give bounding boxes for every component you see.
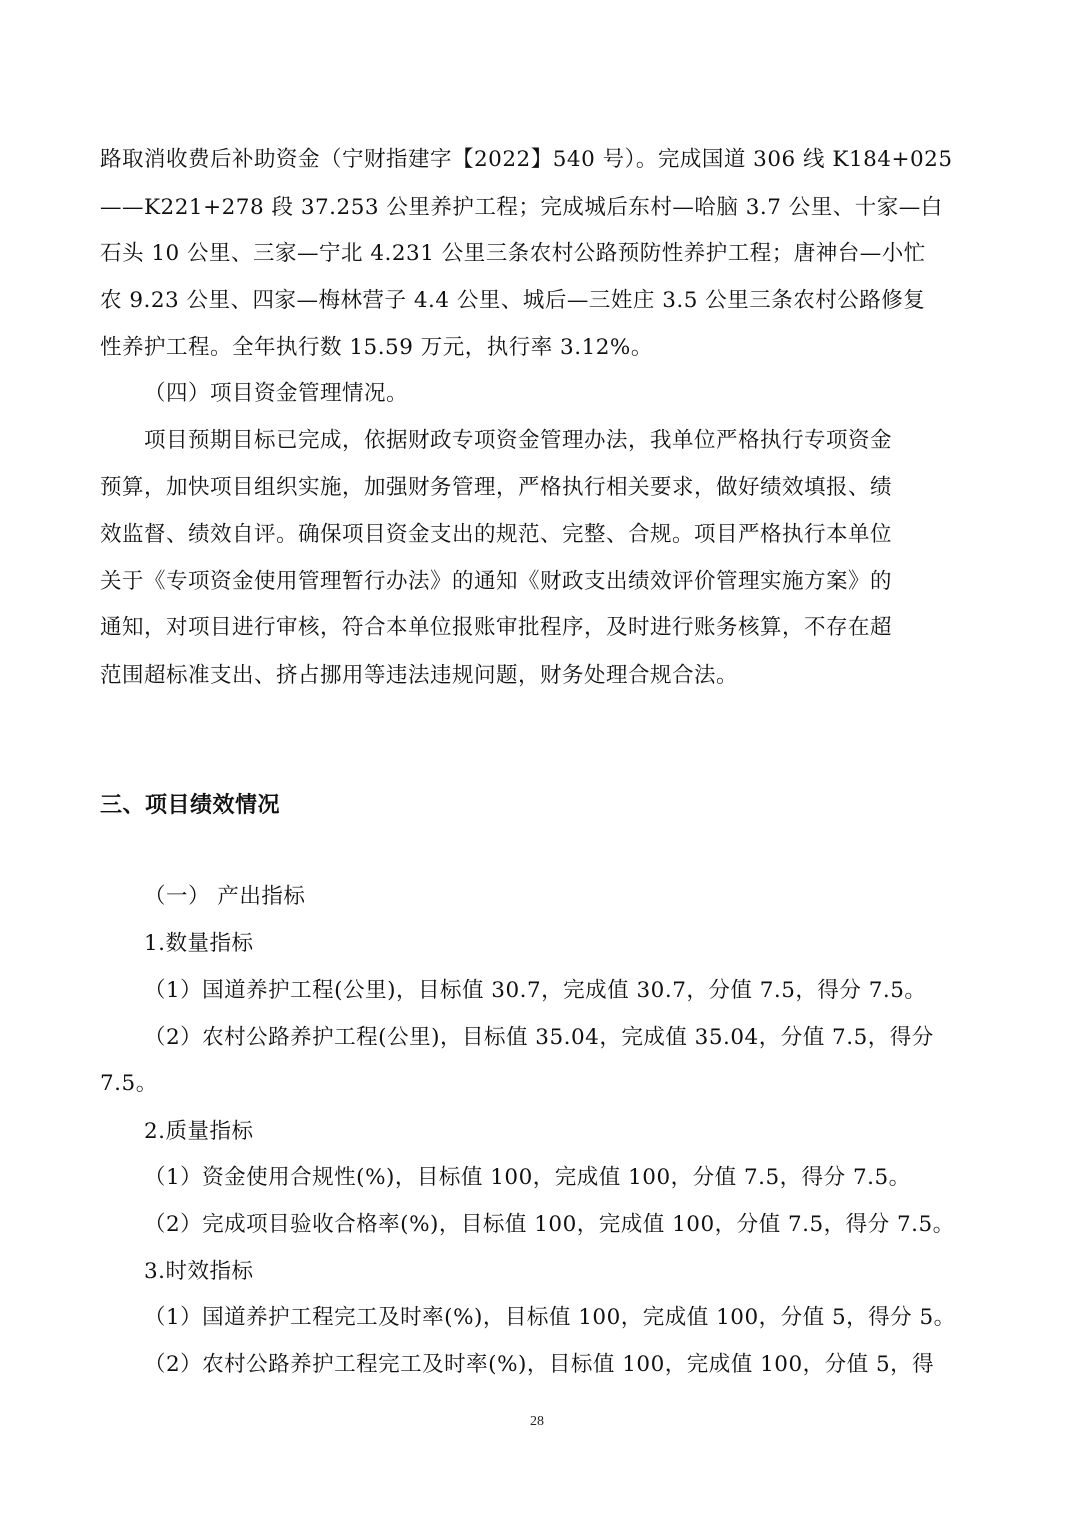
- indicator-item: （2）农村公路养护工程(公里)，目标值 35.04，完成值 35.04，分值 7.5，得分: [144, 1025, 934, 1050]
- indicator-item: （2）完成项目验收合格率(%)，目标值 100，完成值 100，分值 7.5，得分 7.5。: [144, 1212, 955, 1237]
- indicator-item: （1）国道养护工程(公里)，目标值 30.7，完成值 30.7，分值 7.5，得分 7.5。: [144, 978, 927, 1003]
- indicator-heading: 1.数量指标: [144, 931, 254, 956]
- paragraph-line: ——K221+278 段 37.253 公里养护工程；完成城后东村—哈脑 3.7 公里、十家—白: [100, 195, 943, 220]
- paragraph-line: 项目预期目标已完成，依据财政专项资金管理办法，我单位严格执行专项资金: [144, 428, 893, 453]
- subsection-heading: （四）项目资金管理情况。: [144, 381, 409, 406]
- indicator-item: （2）农村公路养护工程完工及时率(%)，目标值 100，完成值 100，分值 5，得: [144, 1352, 935, 1377]
- paragraph-line: 7.5。: [100, 1071, 158, 1096]
- indicator-heading: 2.质量指标: [144, 1119, 254, 1144]
- paragraph-line: 路取消收费后补助资金（宁财指建字【2022】540 号）。完成国道 306 线 K184+025: [100, 147, 953, 172]
- indicator-heading: 3.时效指标: [144, 1259, 254, 1284]
- indicator-item: （1）资金使用合规性(%)，目标值 100，完成值 100，分值 7.5，得分 7.5。: [144, 1165, 911, 1190]
- paragraph-line: 农 9.23 公里、四家—梅林营子 4.4 公里、城后—三姓庄 3.5 公里三条农村公路修复: [100, 288, 926, 313]
- paragraph-line: 石头 10 公里、三家—宁北 4.231 公里三条农村公路预防性养护工程；唐神台—小忙: [100, 241, 926, 266]
- paragraph-line: 性养护工程。全年执行数 15.59 万元，执行率 3.12%。: [100, 335, 653, 360]
- paragraph-line: 效监督、绩效自评。确保项目资金支出的规范、完整、合规。项目严格执行本单位: [100, 522, 893, 547]
- paragraph-line: 范围超标准支出、挤占挪用等违法违规问题，财务处理合规合法。: [100, 663, 739, 688]
- paragraph-line: 预算，加快项目组织实施，加强财务管理，严格执行相关要求，做好绩效填报、绩: [100, 475, 893, 500]
- paragraph-line: 关于《专项资金使用管理暂行办法》的通知《财政支出绩效评价管理实施方案》的: [100, 569, 893, 594]
- indicator-item: （1）国道养护工程完工及时率(%)，目标值 100，完成值 100，分值 5，得分 5。: [144, 1305, 956, 1330]
- paragraph-line: 通知，对项目进行审核，符合本单位报账审批程序，及时进行账务核算，不存在超: [100, 615, 893, 640]
- subsection-heading: （一） 产出指标: [144, 884, 306, 909]
- section-heading: 三、项目绩效情况: [100, 793, 281, 818]
- page-number: 28: [530, 1414, 544, 1429]
